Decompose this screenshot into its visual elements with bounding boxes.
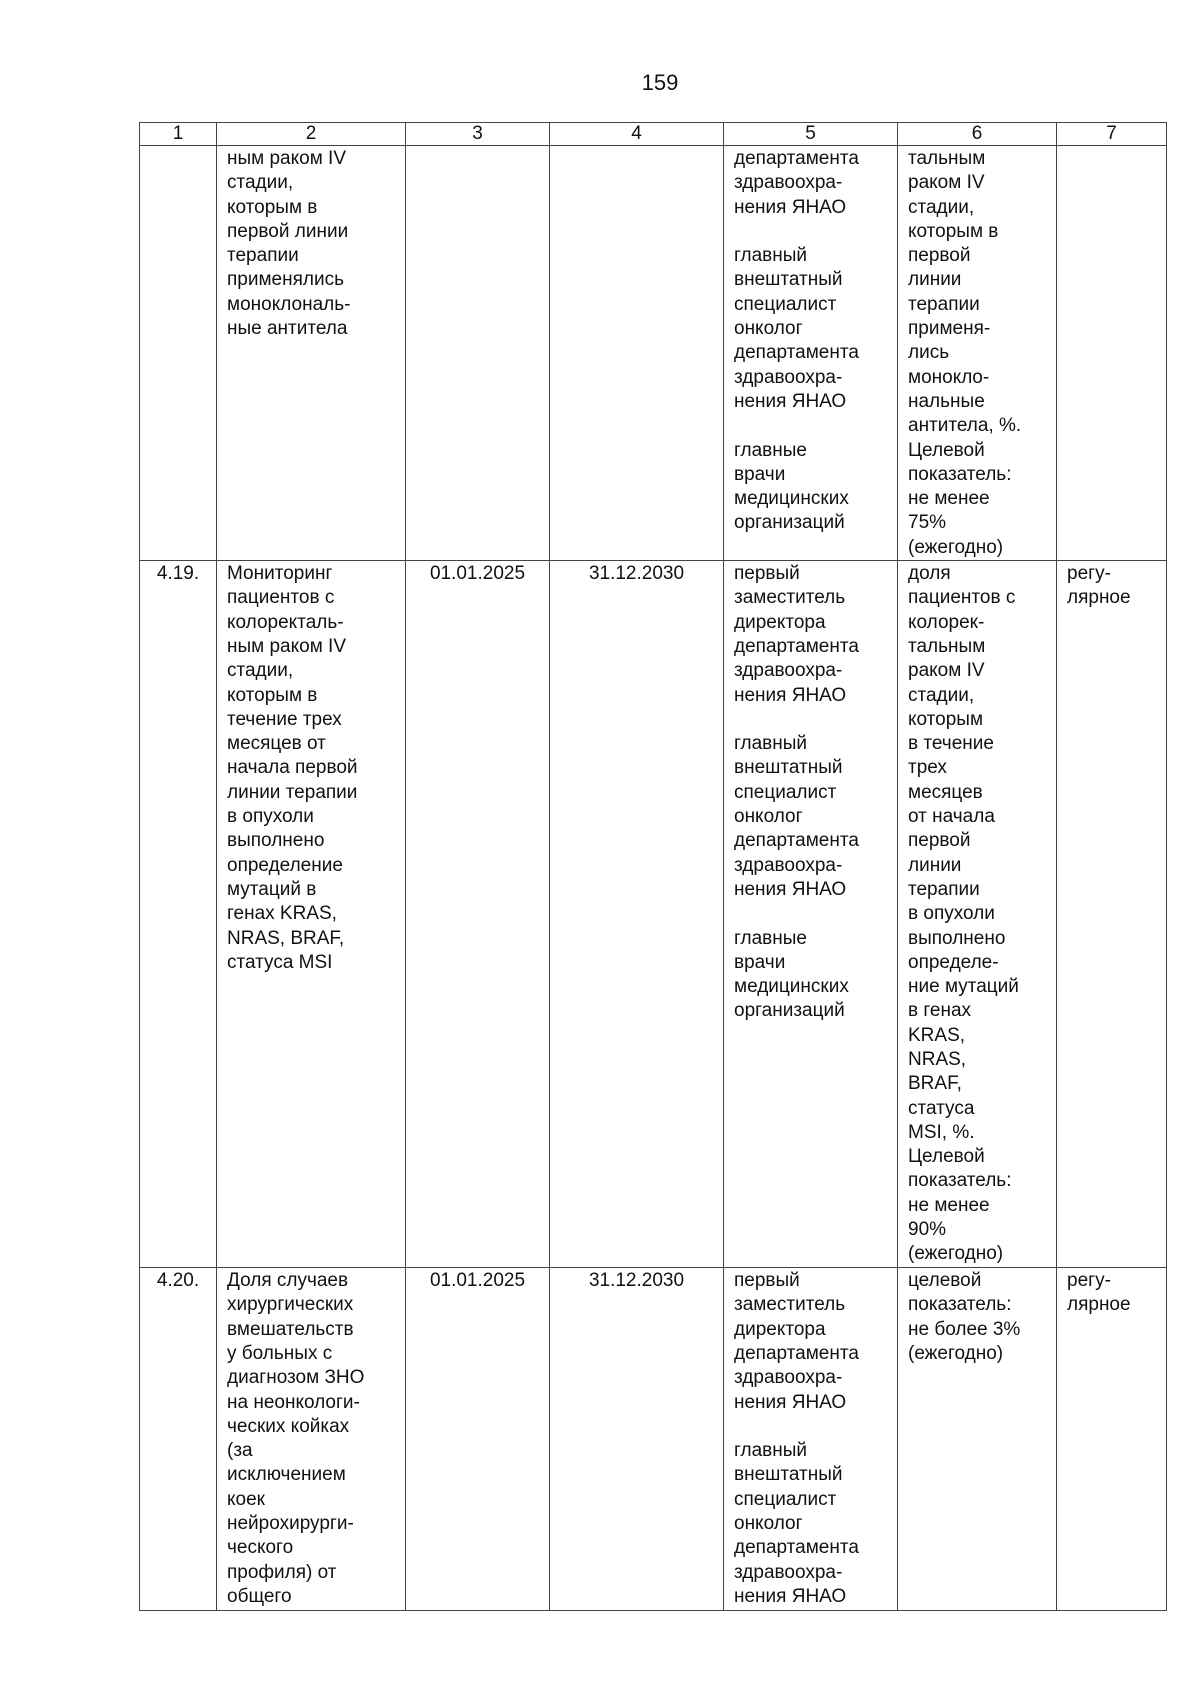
activity-cell: ным раком IV стадии, которым в первой линии терапии применялись моноклональ- ные антитела xyxy=(217,146,406,561)
table-header-row xyxy=(140,123,1167,146)
column-header: 7 xyxy=(1057,123,1167,146)
table-row xyxy=(140,1268,1167,1611)
column-header: 3 xyxy=(406,123,550,146)
row-number-cell: 4.20. xyxy=(140,1268,217,1611)
table-row xyxy=(140,561,1167,1268)
activity-cell: Доля случаев хирургических вмешательств у больных с диагнозом ЗНО на неонкологи- ческих койках (за исключением коек нейрохирурги- ческого профиля) от общего xyxy=(217,1268,406,1611)
row-number-cell xyxy=(140,146,217,561)
activity-cell: Мониторинг пациентов с колоректаль- ным раком IV стадии, которым в течение трех месяцев от начала первой линии терапии в опухоли выполнено определение мутаций в генах KRAS, NRAS, BRAF, статуса MSI xyxy=(217,561,406,1268)
document-table xyxy=(139,122,1167,1611)
end-date-cell: 31.12.2030 xyxy=(550,561,724,1268)
end-date-cell: 31.12.2030 xyxy=(550,1268,724,1611)
column-header: 1 xyxy=(140,123,217,146)
column-header: 5 xyxy=(724,123,898,146)
row-number-cell: 4.19. xyxy=(140,561,217,1268)
page-number: 159 xyxy=(641,70,679,95)
responsible-cell: первый заместитель директора департамента здравоохра- нения ЯНАО главный внештатный специалист онколог департамента здравоохра- нения ЯНАО xyxy=(724,1268,898,1611)
column-header: 4 xyxy=(550,123,724,146)
column-header: 2 xyxy=(217,123,406,146)
column-header: 6 xyxy=(898,123,1057,146)
start-date-cell: 01.01.2025 xyxy=(406,561,550,1268)
frequency-cell xyxy=(1057,146,1167,561)
responsible-cell: департамента здравоохра- нения ЯНАО главный внештатный специалист онколог департамента здравоохра- нения ЯНАО главные врачи медицинских организаций xyxy=(724,146,898,561)
indicator-cell: доля пациентов с колорек- тальным раком IV стадии, которым в течение трех месяцев от начала первой линии терапии в опухоли выполнено определе- ние мутаций в генах KRAS, NRAS, BRAF, статуса MSI, %. Целевой показатель: не менее 90% (ежегодно) xyxy=(898,561,1057,1268)
frequency-cell: регу- лярное xyxy=(1057,561,1167,1268)
responsible-cell: первый заместитель директора департамента здравоохра- нения ЯНАО главный внештатный специалист онколог департамента здравоохра- нения ЯНАО главные врачи медицинских организаций xyxy=(724,561,898,1268)
start-date-cell: 01.01.2025 xyxy=(406,1268,550,1611)
start-date-cell xyxy=(406,146,550,561)
table-row xyxy=(140,146,1167,561)
indicator-cell: тальным раком IV стадии, которым в первой линии терапии применя- лись моноклo- нальные антитела, %. Целевой показатель: не менее 75% (ежегодно) xyxy=(898,146,1057,561)
indicator-cell: целевой показатель: не более 3% (ежегодно) xyxy=(898,1268,1057,1611)
end-date-cell xyxy=(550,146,724,561)
frequency-cell: регу- лярное xyxy=(1057,1268,1167,1611)
